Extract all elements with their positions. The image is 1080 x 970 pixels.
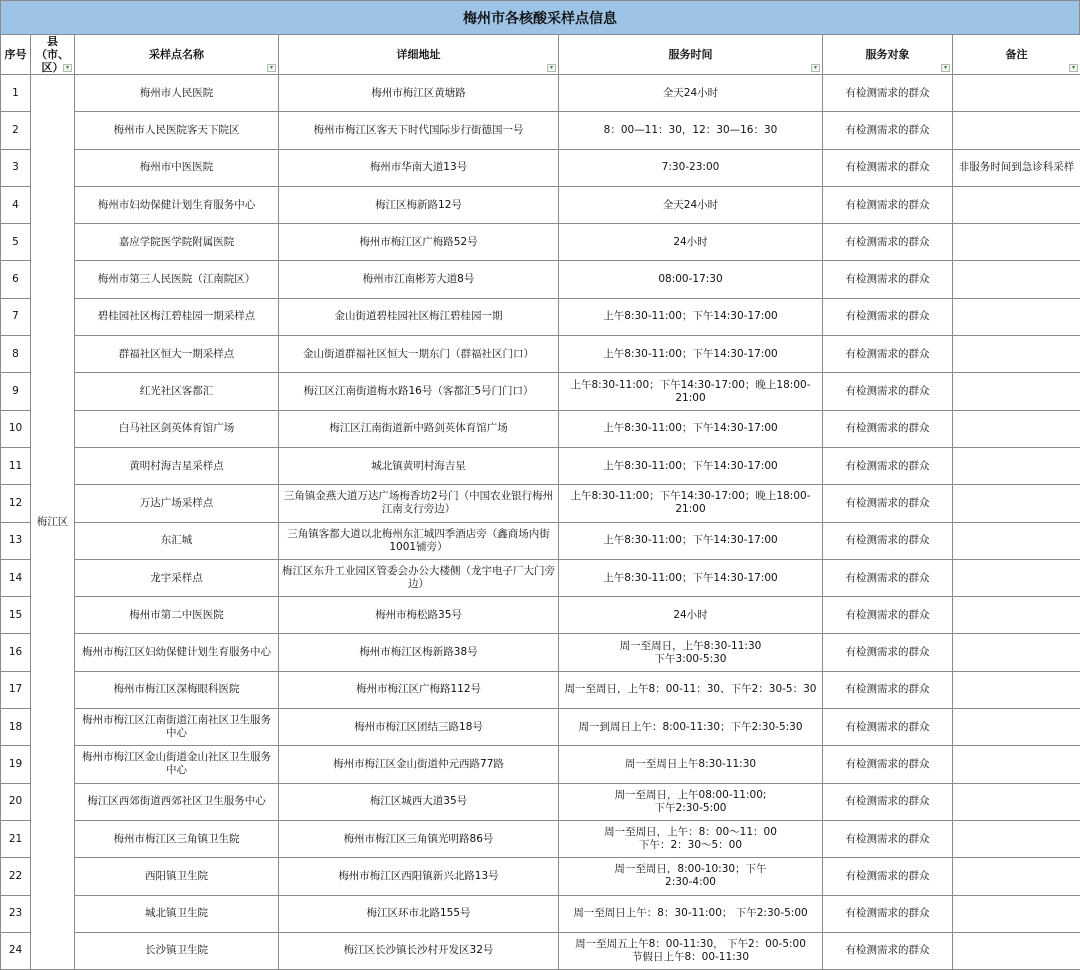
table-row xyxy=(1,373,1080,410)
cell-name: 梅州市梅江区金山街道金山社区卫生服务中心 xyxy=(75,746,279,783)
table-row xyxy=(1,634,1080,671)
cell-target: 有检测需求的群众 xyxy=(823,709,953,746)
table-row xyxy=(1,858,1080,895)
table-row xyxy=(1,224,1080,261)
table-row xyxy=(1,559,1080,596)
cell-no: 22 xyxy=(1,858,31,895)
cell-target: 有检测需求的群众 xyxy=(823,932,953,969)
cell-time: 上午8:30-11:00；下午14:30-17:00 xyxy=(559,336,823,373)
cell-target: 有检测需求的群众 xyxy=(823,485,953,522)
cell-no: 2 xyxy=(1,112,31,149)
cell-no: 21 xyxy=(1,820,31,857)
cell-note xyxy=(953,485,1080,522)
table-row xyxy=(1,783,1080,820)
table-row xyxy=(1,186,1080,223)
cell-target: 有检测需求的群众 xyxy=(823,671,953,708)
cell-no: 19 xyxy=(1,746,31,783)
cell-address: 梅州市梅江区广梅路52号 xyxy=(279,224,559,261)
cell-note xyxy=(953,298,1080,335)
table-row xyxy=(1,485,1080,522)
header-county: 县（市、区） ▾ xyxy=(31,35,75,75)
cell-target: 有检测需求的群众 xyxy=(823,336,953,373)
cell-time: 上午8:30-11:00；下午14:30-17:00 xyxy=(559,298,823,335)
cell-no: 18 xyxy=(1,709,31,746)
cell-time: 周一至周日上午：8：30-11:00； 下午2:30-5:00 xyxy=(559,895,823,932)
cell-name: 城北镇卫生院 xyxy=(75,895,279,932)
cell-time: 全天24小时 xyxy=(559,186,823,223)
cell-no: 16 xyxy=(1,634,31,671)
cell-target: 有检测需求的群众 xyxy=(823,820,953,857)
cell-no: 12 xyxy=(1,485,31,522)
table-row xyxy=(1,112,1080,149)
cell-target: 有检测需求的群众 xyxy=(823,261,953,298)
filter-dropdown-icon[interactable]: ▾ xyxy=(941,64,950,72)
cell-name: 梅州市梅江区三角镇卫生院 xyxy=(75,820,279,857)
cell-note xyxy=(953,336,1080,373)
cell-address: 梅州市梅江区金山街道仲元西路77路 xyxy=(279,746,559,783)
table-row xyxy=(1,447,1080,484)
filter-dropdown-icon[interactable]: ▾ xyxy=(63,64,72,72)
cell-no: 5 xyxy=(1,224,31,261)
cell-no: 15 xyxy=(1,597,31,634)
filter-dropdown-icon[interactable]: ▾ xyxy=(547,64,556,72)
cell-note xyxy=(953,671,1080,708)
cell-name: 梅州市第三人民医院（江南院区） xyxy=(75,261,279,298)
cell-no: 23 xyxy=(1,895,31,932)
cell-name: 长沙镇卫生院 xyxy=(75,932,279,969)
cell-target: 有检测需求的群众 xyxy=(823,410,953,447)
filter-dropdown-icon[interactable]: ▾ xyxy=(267,64,276,72)
cell-name: 嘉应学院医学院附属医院 xyxy=(75,224,279,261)
cell-name: 群福社区恒大一期采样点 xyxy=(75,336,279,373)
filter-dropdown-icon[interactable]: ▾ xyxy=(1069,64,1078,72)
cell-note xyxy=(953,746,1080,783)
cell-note xyxy=(953,522,1080,559)
cell-name: 万达广场采样点 xyxy=(75,485,279,522)
cell-note xyxy=(953,783,1080,820)
cell-no: 13 xyxy=(1,522,31,559)
cell-address: 城北镇黄明村海吉星 xyxy=(279,447,559,484)
cell-time: 全天24小时 xyxy=(559,75,823,112)
header-name: 采样点名称 ▾ xyxy=(75,35,279,75)
cell-address: 梅州市梅江区黄塘路 xyxy=(279,75,559,112)
cell-target: 有检测需求的群众 xyxy=(823,112,953,149)
cell-time: 上午8:30-11:00；下午14:30-17:00 xyxy=(559,559,823,596)
cell-note xyxy=(953,820,1080,857)
table-row xyxy=(1,336,1080,373)
cell-no: 1 xyxy=(1,75,31,112)
cell-no: 14 xyxy=(1,559,31,596)
cell-no: 9 xyxy=(1,373,31,410)
cell-target: 有检测需求的群众 xyxy=(823,373,953,410)
sampling-sites-table xyxy=(0,34,1080,970)
cell-note xyxy=(953,559,1080,596)
cell-no: 4 xyxy=(1,186,31,223)
table-row xyxy=(1,895,1080,932)
header-target: 服务对象 ▾ xyxy=(823,35,953,75)
cell-target: 有检测需求的群众 xyxy=(823,634,953,671)
cell-name: 黄明村海吉星采样点 xyxy=(75,447,279,484)
cell-no: 20 xyxy=(1,783,31,820)
cell-address: 三角镇金燕大道万达广场梅香坊2号门（中国农业银行梅州江南支行旁边） xyxy=(279,485,559,522)
table-row xyxy=(1,75,1080,112)
cell-address: 三角镇客都大道以北梅州东汇城四季酒店旁（鑫商场内街1001铺旁） xyxy=(279,522,559,559)
cell-time: 08:00-17:30 xyxy=(559,261,823,298)
cell-name: 红光社区客都汇 xyxy=(75,373,279,410)
cell-address: 梅江区长沙镇长沙村开发区32号 xyxy=(279,932,559,969)
table-row xyxy=(1,149,1080,186)
cell-target: 有检测需求的群众 xyxy=(823,522,953,559)
cell-note xyxy=(953,932,1080,969)
header-time: 服务时间 ▾ xyxy=(559,35,823,75)
cell-time: 7:30-23:00 xyxy=(559,149,823,186)
cell-address: 金山街道碧桂园社区梅江碧桂园一期 xyxy=(279,298,559,335)
cell-name: 白马社区剑英体育馆广场 xyxy=(75,410,279,447)
cell-address: 梅州市梅江区广梅路112号 xyxy=(279,671,559,708)
cell-target: 有检测需求的群众 xyxy=(823,447,953,484)
cell-address: 梅州市江南彬芳大道8号 xyxy=(279,261,559,298)
cell-target: 有检测需求的群众 xyxy=(823,186,953,223)
cell-target: 有检测需求的群众 xyxy=(823,75,953,112)
cell-time: 上午8:30-11:00；下午14:30-17:00 xyxy=(559,410,823,447)
cell-time: 24小时 xyxy=(559,224,823,261)
sheet-title: 梅州市各核酸采样点信息 xyxy=(0,0,1080,35)
cell-target: 有检测需求的群众 xyxy=(823,298,953,335)
header-address: 详细地址 ▾ xyxy=(279,35,559,75)
cell-time: 周一至周日上午8:30-11:30 xyxy=(559,746,823,783)
header-note: 备注 ▾ xyxy=(953,35,1080,75)
cell-note xyxy=(953,597,1080,634)
cell-note xyxy=(953,112,1080,149)
cell-name: 梅州市第二中医医院 xyxy=(75,597,279,634)
cell-no: 8 xyxy=(1,336,31,373)
cell-no: 3 xyxy=(1,149,31,186)
cell-time: 周一至周日，上午8：00-11：30、下午2：30-5：30 xyxy=(559,671,823,708)
cell-target: 有检测需求的群众 xyxy=(823,783,953,820)
cell-note xyxy=(953,634,1080,671)
cell-address: 梅州市梅松路35号 xyxy=(279,597,559,634)
cell-address: 梅江区东升工业园区管委会办公大楼侧（龙宇电子厂大门旁边） xyxy=(279,559,559,596)
cell-target: 有检测需求的群众 xyxy=(823,559,953,596)
cell-note xyxy=(953,186,1080,223)
cell-time: 8：00—11：30，12：30—16：30 xyxy=(559,112,823,149)
cell-address: 梅江区环市北路155号 xyxy=(279,895,559,932)
cell-address: 梅江区梅新路12号 xyxy=(279,186,559,223)
cell-time: 周一至周日，上午：8：00～11：00 下午：2：30～5：00 xyxy=(559,820,823,857)
cell-no: 17 xyxy=(1,671,31,708)
cell-note xyxy=(953,373,1080,410)
cell-name: 东汇城 xyxy=(75,522,279,559)
table-row xyxy=(1,261,1080,298)
cell-target: 有检测需求的群众 xyxy=(823,149,953,186)
table-row xyxy=(1,410,1080,447)
cell-time: 上午8:30-11:00；下午14:30-17:00 xyxy=(559,522,823,559)
cell-address: 梅州市梅江区团结三路18号 xyxy=(279,709,559,746)
table-row xyxy=(1,709,1080,746)
cell-target: 有检测需求的群众 xyxy=(823,746,953,783)
cell-note xyxy=(953,447,1080,484)
cell-note xyxy=(953,224,1080,261)
cell-name: 碧桂园社区梅江碧桂园一期采样点 xyxy=(75,298,279,335)
cell-address: 梅州市梅江区三角镇光明路86号 xyxy=(279,820,559,857)
cell-time: 周一至周五上午8：00-11:30， 下午2：00-5:00 节假日上午8：00-11:30 xyxy=(559,932,823,969)
cell-name: 梅江区西郊街道西郊社区卫生服务中心 xyxy=(75,783,279,820)
table-row xyxy=(1,522,1080,559)
cell-name: 梅州市妇幼保健计划生育服务中心 xyxy=(75,186,279,223)
cell-note xyxy=(953,895,1080,932)
cell-target: 有检测需求的群众 xyxy=(823,895,953,932)
cell-address: 梅江区城西大道35号 xyxy=(279,783,559,820)
cell-note xyxy=(953,261,1080,298)
cell-time: 上午8:30-11:00；下午14:30-17:00；晚上18:00-21:00 xyxy=(559,485,823,522)
table-row xyxy=(1,820,1080,857)
cell-time: 上午8:30-11:00；下午14:30-17:00；晚上18:00-21:00 xyxy=(559,373,823,410)
header-row xyxy=(1,35,1080,75)
cell-name: 梅州市人民医院客天下院区 xyxy=(75,112,279,149)
cell-no: 11 xyxy=(1,447,31,484)
table-row xyxy=(1,597,1080,634)
cell-time: 周一至周日，上午08:00-11:00; 下午2:30-5:00 xyxy=(559,783,823,820)
cell-no: 10 xyxy=(1,410,31,447)
cell-note xyxy=(953,410,1080,447)
cell-note xyxy=(953,709,1080,746)
cell-address: 梅州市梅江区西阳镇新兴北路13号 xyxy=(279,858,559,895)
table-row xyxy=(1,746,1080,783)
header-no: 序号 xyxy=(1,35,31,75)
cell-name: 梅州市梅江区深梅眼科医院 xyxy=(75,671,279,708)
cell-no: 24 xyxy=(1,932,31,969)
cell-name: 西阳镇卫生院 xyxy=(75,858,279,895)
cell-no: 7 xyxy=(1,298,31,335)
cell-note xyxy=(953,75,1080,112)
cell-address: 梅江区江南街道梅水路16号（客都汇5号门门口） xyxy=(279,373,559,410)
cell-address: 梅江区江南街道新中路剑英体育馆广场 xyxy=(279,410,559,447)
cell-name: 梅州市梅江区江南街道江南社区卫生服务中心 xyxy=(75,709,279,746)
table-row xyxy=(1,671,1080,708)
cell-target: 有检测需求的群众 xyxy=(823,858,953,895)
cell-name: 梅州市中医医院 xyxy=(75,149,279,186)
cell-time: 周一到周日上午：8:00-11:30；下午2:30-5:30 xyxy=(559,709,823,746)
cell-time: 24小时 xyxy=(559,597,823,634)
cell-note: 非服务时间到急诊科采样 xyxy=(953,149,1080,186)
cell-county: 梅江区 xyxy=(31,75,75,970)
cell-no: 6 xyxy=(1,261,31,298)
cell-note xyxy=(953,858,1080,895)
cell-target: 有检测需求的群众 xyxy=(823,224,953,261)
table-row xyxy=(1,932,1080,969)
cell-address: 梅州市梅江区梅新路38号 xyxy=(279,634,559,671)
cell-name: 龙宇采样点 xyxy=(75,559,279,596)
cell-target: 有检测需求的群众 xyxy=(823,597,953,634)
filter-dropdown-icon[interactable]: ▾ xyxy=(811,64,820,72)
cell-address: 梅州市梅江区客天下时代国际步行街德国一号 xyxy=(279,112,559,149)
cell-time: 周一至周日，8:00-10:30；下午 2:30-4:00 xyxy=(559,858,823,895)
cell-address: 金山街道群福社区恒大一期东门（群福社区门口） xyxy=(279,336,559,373)
cell-name: 梅州市人民医院 xyxy=(75,75,279,112)
cell-time: 上午8:30-11:00；下午14:30-17:00 xyxy=(559,447,823,484)
cell-name: 梅州市梅江区妇幼保健计划生育服务中心 xyxy=(75,634,279,671)
cell-time: 周一至周日，上午8:30-11:30 下午3:00-5:30 xyxy=(559,634,823,671)
cell-address: 梅州市华南大道13号 xyxy=(279,149,559,186)
table-row xyxy=(1,298,1080,335)
